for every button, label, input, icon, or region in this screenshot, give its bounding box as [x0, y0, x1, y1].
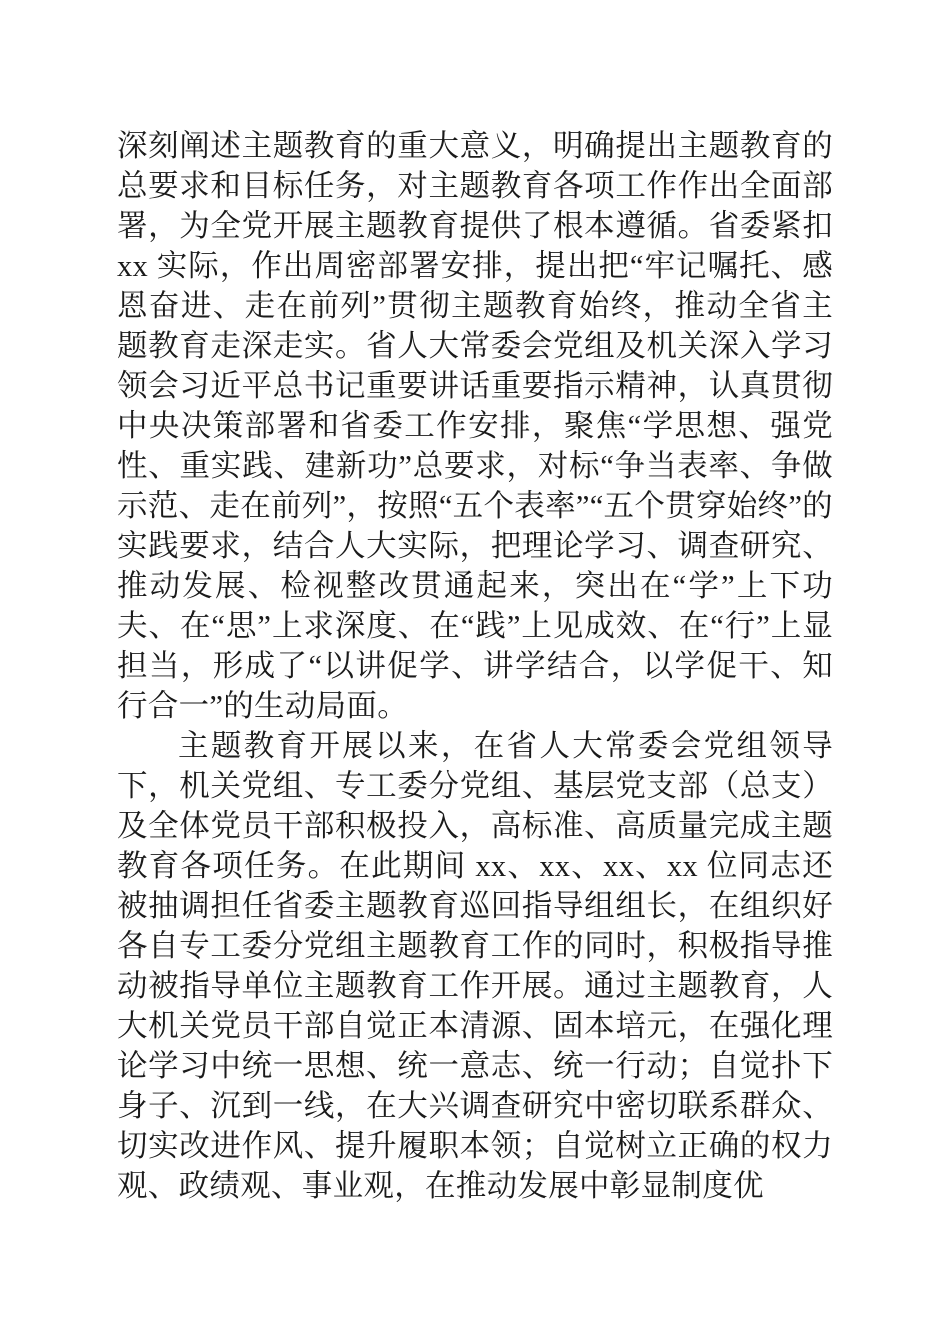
page-footer-zone — [117, 1194, 833, 1344]
body-paragraph-2: 主题教育开展以来，在省人大常委会党组领导下，机关党组、专工委分党组、基层党支部（总支）及全体党员干部积极投入，高标准、高质量完成主题教育各项任务。在此期间 xx、xx、xx、xx 位同志还被抽调担任省委主题教育巡回指导组组长，在组织好各自专工委分党组主题教育工作的同时，积极指导推动被指导单位主题教育工作开展。通过主题教育，人大机关党员干部自觉正本清源、固本培元，在强化理论学习中统一思想、统一意志、统一行动；自觉扑下身子、沉到一线，在大兴调查研究中密切联系群众、切实改进作风、提升履职本领；自觉树立正确的权力观、政绩观、事业观，在推动发展中彰显制度优 — [117, 729, 833, 1203]
body-paragraph-1: 深刻阐述主题教育的重大意义，明确提出主题教育的总要求和目标任务，对主题教育各项工作作出全面部署，为全党开展主题教育提供了根本遵循。省委紧扣 xx 实际，作出周密部署安排，提出把“牢记嘱托、感恩奋进、走在前列”贯彻主题教育始终，推动全省主题教育走深走实。省人大常委会党组及机关深入学习领会习近平总书记重要讲话重要指示精神，认真贯彻中央决策部署和省委工作安排，聚焦“学思想、强党性、重实践、建新功”总要求，对标“争当表率、争做示范、走在前列”，按照“五个表率”“五个贯穿始终”的实践要求，结合人大实际，把理论学习、调查研究、推动发展、检视整改贯通起来，突出在“学”上下功夫、在“思”上求深度、在“践”上见成效、在“行”上显担当，形成了“以讲促学、讲学结合，以学促干、知行合一”的生动局面。 — [117, 129, 833, 723]
document-body — [117, 126, 833, 1206]
page-header-zone — [0, 0, 950, 126]
